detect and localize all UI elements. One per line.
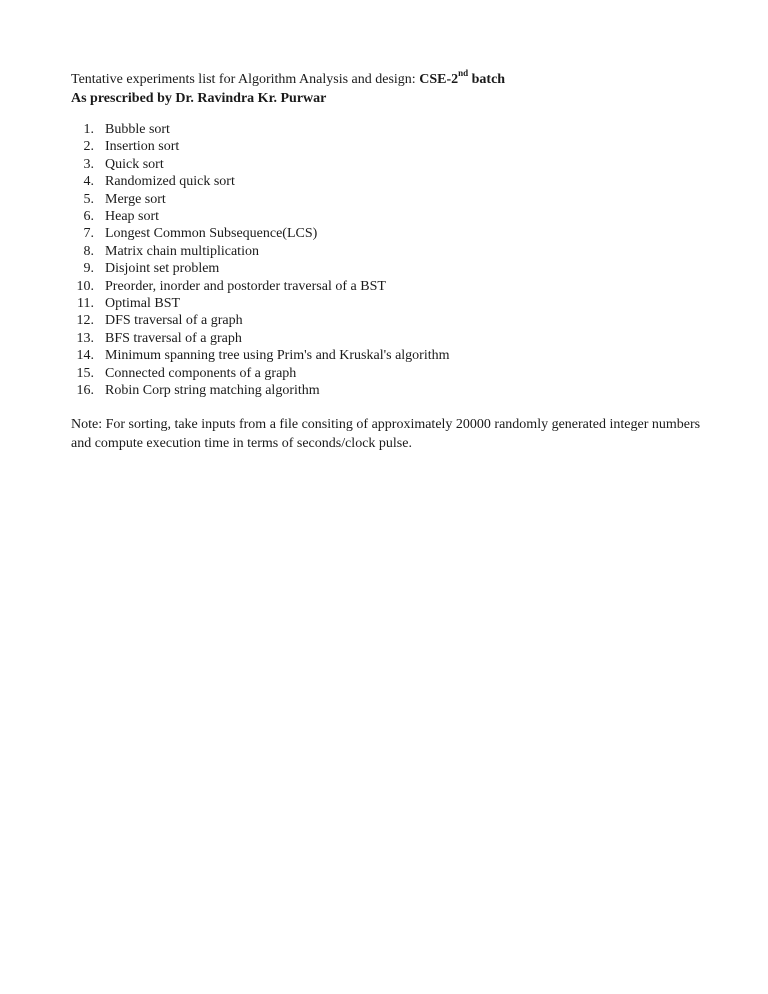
list-item-number: 4.	[83, 174, 94, 190]
list-item-number: 10.	[76, 278, 94, 294]
list-item	[71, 295, 711, 312]
list-item-number: 5.	[83, 191, 94, 207]
list-item	[71, 208, 711, 225]
note-paragraph: Note: For sorting, take inputs from a file consiting of approximately 20000 randomly generated integer numbers and compute execution time in terms of seconds/clock pulse.	[71, 416, 701, 451]
list-item	[71, 243, 711, 260]
list-item	[71, 312, 711, 329]
list-item-title: Connected components of a graph	[105, 365, 297, 381]
course-name	[419, 68, 506, 87]
list-item-title: Longest Common Subsequence(LCS)	[105, 226, 318, 242]
list-item-title: Merge sort	[105, 191, 166, 207]
list-item-title: Disjoint set problem	[105, 261, 220, 277]
list-item-title: Randomized quick sort	[105, 174, 235, 190]
list-item-title: Preorder, inorder and postorder traversal of a BST	[105, 278, 386, 294]
list-item-title: BFS traversal of a graph	[105, 330, 242, 346]
document-title	[71, 70, 711, 89]
list-item-title: Minimum spanning tree using Prim's and Kruskal's algorithm	[105, 348, 450, 364]
list-item	[71, 138, 711, 155]
list-item	[71, 173, 711, 190]
list-item-title: Matrix chain multiplication	[105, 243, 259, 259]
list-item	[71, 156, 711, 173]
document-page	[71, 70, 711, 453]
list-item-number: 8.	[83, 243, 94, 259]
title-text: Tentative experiments list for Algorithm Analysis and design:	[71, 72, 420, 87]
list-item	[71, 347, 711, 364]
list-item-number: 15.	[76, 365, 94, 381]
list-item-number: 2.	[83, 139, 94, 155]
list-item-title: Robin Corp string matching algorithm	[105, 383, 320, 399]
list-item-title: Insertion sort	[105, 139, 180, 155]
course-prefix: CSE-2	[419, 72, 459, 87]
prescribed-by: As prescribed by Dr. Ravindra Kr. Purwar	[71, 91, 327, 106]
list-item	[71, 330, 711, 347]
list-item	[71, 225, 711, 242]
experiments-list	[71, 121, 711, 400]
list-item-number: 13.	[76, 330, 94, 346]
list-item	[71, 191, 711, 208]
list-item	[71, 121, 711, 138]
list-item-number: 9.	[83, 261, 94, 277]
list-item-number: 11.	[77, 296, 94, 312]
list-item	[71, 260, 711, 277]
list-item-title: Bubble sort	[105, 122, 170, 137]
list-item-number: 12.	[76, 313, 94, 329]
list-item	[71, 365, 711, 382]
list-item-number: 16.	[76, 383, 94, 399]
list-item-number: 1.	[83, 122, 94, 137]
list-item-title: Quick sort	[105, 156, 164, 172]
list-item	[71, 382, 711, 399]
course-suffix: batch	[468, 72, 506, 87]
list-item-title: Optimal BST	[105, 296, 181, 312]
list-item	[71, 278, 711, 295]
list-item-number: 6.	[83, 209, 94, 225]
list-item-number: 7.	[83, 226, 94, 242]
list-item-number: 14.	[76, 348, 94, 364]
course-superscript: nd	[458, 68, 469, 79]
list-item-number: 3.	[83, 156, 94, 172]
list-item-title: Heap sort	[105, 209, 160, 225]
list-item-title: DFS traversal of a graph	[105, 313, 243, 329]
